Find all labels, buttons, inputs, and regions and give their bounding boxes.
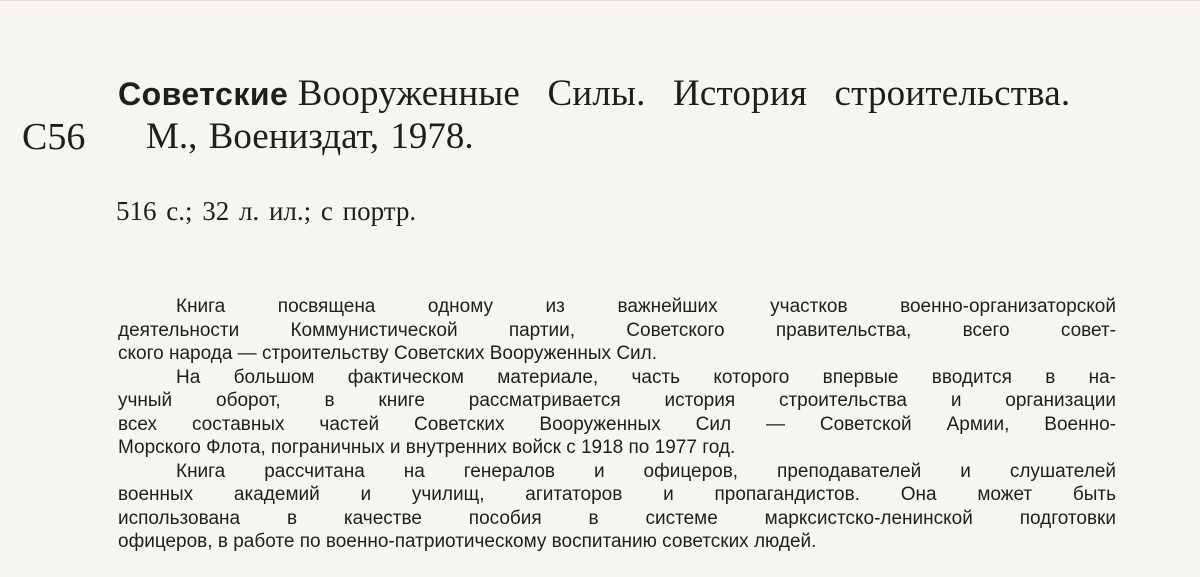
annotation-line: деятельности Коммунистической партии, Советского правительства, всего совет- (118, 319, 1116, 341)
book-title-line (118, 71, 1070, 117)
book-title: Вооруженные Силы. История строительства. (297, 73, 1071, 114)
annotation-line: военных академий и училищ, агитаторов и пропагандистов. Она может быть (118, 484, 1116, 505)
annotation-line: офицеров, в работе по военно-патриотическому воспитанию советских людей. (118, 531, 817, 552)
annotation-line: Морского Флота, пограничных и внутренних войск с 1918 по 1977 год. (118, 437, 736, 458)
annotation-line: На большом фактическом материале, часть которого впервые вводится в на- (176, 366, 1116, 388)
annotation-line: всех составных частей Советских Вооруженных Сил — Советской Армии, Военно- (118, 413, 1116, 435)
book-annotation (118, 295, 1116, 554)
publication-imprint: М., Воениздат, 1978. (146, 116, 474, 157)
title-heading-word: Советские (118, 76, 289, 112)
catalog-code: С56 (22, 116, 86, 158)
physical-description: 516 с.; 32 л. ил.; с портр. (116, 196, 417, 226)
annotation-line: ского народа — строительству Советских Вооруженных Сил. (118, 343, 658, 364)
annotation-line: Книга рассчитана на генералов и офицеров, преподавателей и слушателей (176, 460, 1116, 482)
annotation-line: использована в качестве пособия в системе марксистско-ленинской подготовки (118, 507, 1116, 529)
annotation-line: Книга посвящена одному из важнейших участков военно-организаторской (176, 296, 1116, 317)
annotation-line: учный оборот, в книге рассматривается история строительства и организации (118, 390, 1116, 411)
